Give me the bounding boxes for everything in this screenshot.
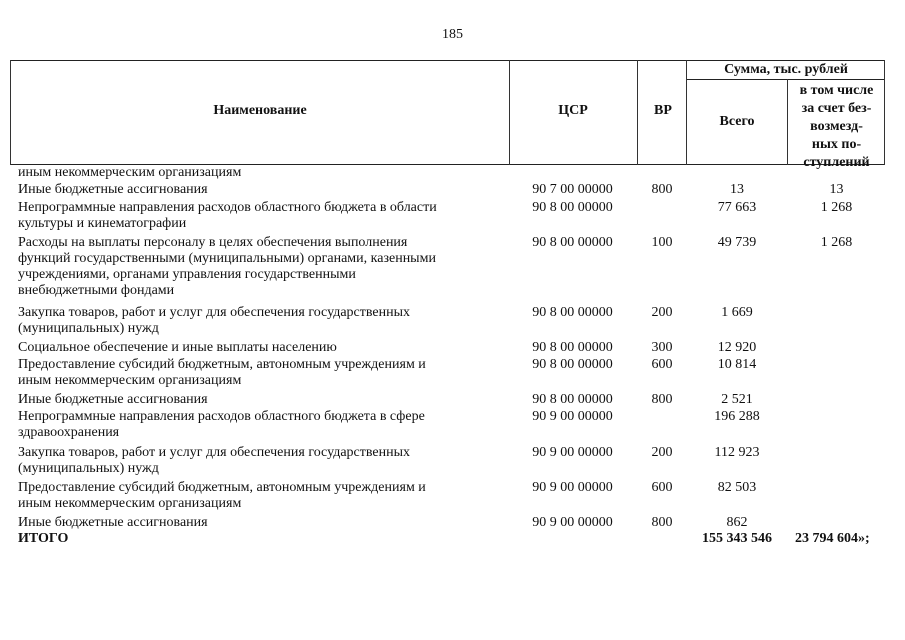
page-number: 185	[442, 27, 463, 42]
sum-divider	[686, 79, 885, 80]
cell-csr: 90 8 00 00000	[532, 392, 613, 407]
cell-name	[18, 235, 498, 299]
cell-csr: 90 9 00 00000	[532, 480, 613, 495]
cell-vr: 600	[651, 357, 673, 372]
cell-total: 862	[726, 515, 748, 530]
cell-csr: 90 8 00 00000	[532, 305, 613, 320]
cell-csr: 90 8 00 00000	[532, 235, 613, 250]
cell-incl: 1 268	[820, 235, 853, 250]
header-incl-line: возмезд-	[810, 119, 863, 134]
header-csr: ЦСР	[558, 103, 588, 118]
cell-name-line: Иные бюджетные ассигнования	[18, 182, 208, 197]
cell-csr: 90 8 00 00000	[532, 200, 613, 215]
cell-csr: 90 7 00 00000	[532, 182, 613, 197]
cell-name-line: Закупка товаров, работ и услуг для обеспечения государственных	[18, 445, 411, 460]
cell-total: 196 288	[714, 409, 760, 424]
cell-name-line: иным некоммерческим организациям	[18, 496, 242, 511]
cell-csr: 90 8 00 00000	[532, 357, 613, 372]
col-divider-total	[787, 79, 788, 165]
cell-name-line: Иные бюджетные ассигнования	[18, 392, 208, 407]
cell-name-line: Предоставление субсидий бюджетным, автономным учреждениям и	[18, 480, 426, 495]
cell-csr: 90 9 00 00000	[532, 409, 613, 424]
cell-total: 82 503	[717, 480, 757, 495]
header-sum: Сумма, тыс. рублей	[724, 62, 848, 77]
cell-name-line: (муниципальных) нужд	[18, 461, 159, 476]
cell-total: 13	[730, 182, 744, 197]
cell-name	[18, 445, 498, 477]
cell-incl: 1 268	[820, 200, 853, 215]
cell-name-line: (муниципальных) нужд	[18, 321, 159, 336]
cell-name	[18, 409, 498, 441]
cell-name	[18, 357, 498, 389]
cell-vr: 100	[651, 235, 673, 250]
cell-name	[18, 305, 498, 337]
cell-vr: 800	[651, 182, 673, 197]
header-top-border	[10, 60, 885, 61]
cell-vr: 800	[651, 515, 673, 530]
cell-name-line: Расходы на выплаты персоналу в целях обеспечения выполнения	[18, 235, 408, 250]
cell-vr: 300	[651, 340, 673, 355]
cell-csr: 90 9 00 00000	[532, 515, 613, 530]
cell-name	[18, 182, 498, 198]
cell-name-line: Предоставление субсидий бюджетным, автономным учреждениям и	[18, 357, 426, 372]
header-incl	[789, 82, 884, 172]
cell-incl: 23 794 604»;	[795, 531, 870, 546]
cell-vr: 800	[651, 392, 673, 407]
cell-name-line: иным некоммерческим организациям	[18, 373, 242, 388]
cell-incl: 13	[829, 182, 844, 197]
cell-name-line: внебюджетными фондами	[18, 283, 175, 298]
cell-name-line: учреждениями, органами управления государственными	[18, 267, 356, 282]
header-vr: ВР	[654, 103, 672, 118]
cell-total: 77 663	[717, 200, 757, 215]
cell-name	[18, 340, 498, 356]
col-divider-vr	[686, 60, 687, 165]
header-name: Наименование	[213, 103, 307, 118]
cell-total: 12 920	[717, 340, 757, 355]
cell-total: 1 669	[721, 305, 753, 320]
cell-name-line: Социальное обеспечение и иные выплаты населению	[18, 340, 337, 355]
cell-name	[18, 515, 498, 531]
cell-name	[18, 392, 498, 408]
header-incl-line: в том числе	[799, 83, 874, 98]
cell-name-line: Непрограммные направления расходов областного бюджета в области	[18, 200, 437, 215]
header-incl-line: ступлений	[803, 155, 870, 170]
cell-total: 49 739	[717, 235, 757, 250]
header-right-border	[884, 60, 885, 165]
header-incl-line: за счет без-	[801, 101, 872, 116]
cell-name-line: иным некоммерческим организациям	[18, 165, 242, 180]
header-incl-line: ных по-	[811, 137, 862, 152]
cell-name-line: Иные бюджетные ассигнования	[18, 515, 208, 530]
cell-vr: 200	[651, 305, 673, 320]
cell-name-line: Непрограммные направления расходов областного бюджета в сфере	[18, 409, 425, 424]
cell-name	[18, 165, 498, 181]
cell-name-line: культуры и кинематографии	[18, 216, 187, 231]
cell-csr: 90 9 00 00000	[532, 445, 613, 460]
cell-name-line: функций государственными (муниципальными) органами, казенными	[18, 251, 436, 266]
cell-name	[18, 531, 498, 547]
header-total: Всего	[719, 114, 755, 129]
col-divider-name	[509, 60, 510, 165]
cell-name	[18, 480, 498, 512]
cell-total: 112 923	[714, 445, 760, 460]
cell-vr: 200	[651, 445, 673, 460]
cell-name-line: Закупка товаров, работ и услуг для обеспечения государственных	[18, 305, 411, 320]
cell-name-line: здравоохранения	[18, 425, 120, 440]
cell-total: 10 814	[717, 357, 757, 372]
col-divider-csr	[637, 60, 638, 165]
header-left-border	[10, 60, 11, 165]
cell-total: 2 521	[721, 392, 753, 407]
cell-total: 155 343 546	[702, 531, 772, 546]
cell-csr: 90 8 00 00000	[532, 340, 613, 355]
cell-vr: 600	[651, 480, 673, 495]
cell-name	[18, 200, 498, 232]
cell-name-line: ИТОГО	[18, 531, 69, 546]
